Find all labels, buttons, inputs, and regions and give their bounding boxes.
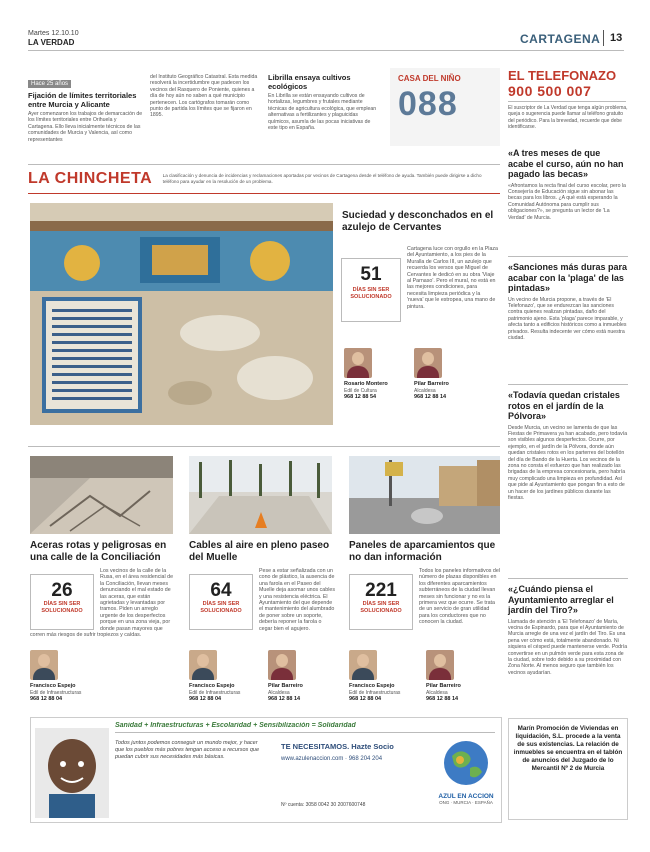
paneles-body-wrap xyxy=(349,568,500,648)
page-number: 13 xyxy=(610,32,623,44)
main-article-body: Cartagena luce con orgullo en la Plaza del Ayuntamiento, a los pies de la Muralla de Carlos III, un azulejo que recuerda los versos que Miguel de Cervantes le dedicó en su obra 'Viaje al Parnaso'. Pero el mural, no está en las mejores condiciones, para necesita limpieza periódica y la 'nueva' que le estropea, una mano de pintura. xyxy=(407,246,498,310)
ad-logo-text: AZUL EN ACCION xyxy=(438,793,494,800)
paneles-days: 221 xyxy=(365,580,397,601)
main-article-days-caption: DÍAS SIN SER SOLUCIONADO xyxy=(350,287,392,300)
ad-cta[interactable]: TE NECESITAMOS. Hazte Socio xyxy=(281,742,394,751)
ad-logo xyxy=(435,738,497,805)
section-title: CARTAGENA xyxy=(520,32,601,46)
azulejo-photo-art xyxy=(30,203,333,425)
person-name: Pilar Barreiro xyxy=(414,381,449,387)
ad-web[interactable]: www.azulenaccion.com · 968 204 204 xyxy=(281,756,383,762)
person-name: Francisco Espejo xyxy=(30,683,76,689)
person-role: Edil de Infraestructuras xyxy=(189,689,241,696)
muelle-headline: Cables al aire en pleno paseo del Muelle xyxy=(189,540,330,563)
ad-logo-sub: ONG · MURCIA · ESPAÑA xyxy=(439,800,493,805)
paneles-body: Todos los paneles informativos del número de plazas disponibles en los diferentes aparcamientos subterráneos de la ciudad llevan meses sin funcionar y no es la primera vez que ocurre. Se trata de un servicio de gran utilidad para los conductores que no conocen la ciudad. xyxy=(419,568,500,626)
person-photo xyxy=(30,650,58,680)
articles-rule xyxy=(28,446,500,447)
main-person-1 xyxy=(344,348,388,400)
chincheta-subtitle: La clasificación y denuncia de incidencias y reclamaciones aportadas por vecinos de Cartagena desde el teléfono de ayuda. También puede dirigirse a dicho teléfono para ayudar en la resolución de un problema. xyxy=(162,173,482,184)
muelle-person-2 xyxy=(268,650,303,702)
sidebar-letter-2 xyxy=(508,262,628,357)
aceras-body-wrap xyxy=(30,568,176,648)
sidebar-rule xyxy=(508,256,628,257)
person-photo xyxy=(268,650,296,680)
telefonazo-rule xyxy=(508,101,626,102)
float-spacer xyxy=(189,568,259,630)
person-name: Francisco Espejo xyxy=(189,683,235,689)
ad-text: Todos juntos podemos conseguir un mundo mejor, y hacer que los pueblos más pobres tengan acceso a recursos que puedan cubrir sus necesidades más básicas. xyxy=(115,740,260,760)
top-strip-col-1 xyxy=(28,72,143,163)
person-phone: 968 12 88 04 xyxy=(189,695,222,702)
casa-nino-box xyxy=(390,68,500,146)
person-phone: 968 12 88 04 xyxy=(349,695,382,702)
paneles-days-caption: DÍAS SIN SER SOLUCIONADO xyxy=(360,601,402,614)
history-headline: Fijación de límites territoriales entre Murcia y Alicante xyxy=(28,91,137,109)
float-spacer xyxy=(349,568,419,630)
person-role: Alcaldesa xyxy=(268,689,290,696)
person-name: Rosario Montero xyxy=(344,381,388,387)
sidebar-rule xyxy=(508,578,628,579)
person-name: Francisco Espejo xyxy=(349,683,395,689)
ad-rule xyxy=(115,732,495,733)
paneles-photo-art xyxy=(349,456,500,534)
paneles-person-2 xyxy=(426,650,461,702)
casa-nino-number: 088 xyxy=(398,85,458,123)
person-name: Pilar Barreiro xyxy=(426,683,461,689)
paneles-headline: Paneles de aparcamientos que no dan información xyxy=(349,540,496,563)
letter-body: «Afrontamos la recta final del curso escolar, pero la Consejería de Educación sigue sin abonar las becas para los libros. ¿A qué está esperando la Comunidad Autónoma para cumplir sus obligaciones?», se pregunta un lector de 'La Verdad' de Murcia. xyxy=(508,182,626,221)
main-article-headline: Suciedad y desconchados en el azulejo de Cervantes xyxy=(342,210,494,233)
paneles-person-1 xyxy=(349,650,400,702)
strip-rule xyxy=(28,164,500,165)
history-body-1: Ayer comenzaron los trabajos de demarcación de los límites territoriales entre Orihuela y Cartagena. Ello lleva inicialmente técnicos de las comunidades de Murcia y Valencia, así como representantes xyxy=(28,111,143,143)
history-tag: Hace 25 años xyxy=(28,80,71,88)
person-role: Edil de Infraestructuras xyxy=(30,689,82,696)
main-article-days: 51 xyxy=(360,264,382,285)
letter-body: Desde Murcia, un vecino se lamenta de que las Fiestas de Primavera ya han acabado, pero todavía son visibles algunos desperfectos. Ocurre, por ejemplo, en el jardín de la Pólvora, donde aún quedan cristales rotos en los parterres del botellón del día de Bando de la Huerta. Los vecinos de la zona no consta el esfuerzo que han realizado las brigadas de la empresa concesionaria, pero habría muy complicado una limpieza en profundidad. Así que pide al Ayuntamiento que pongan fin a esto de un hacer de los jardines públicos durante las fiestas. xyxy=(508,424,628,501)
main-person-2 xyxy=(414,348,449,400)
ad-banner: Sanidad + Infraestructuras + Escolaridad + Sensibilización = Solidaridad xyxy=(115,722,356,729)
person-photo xyxy=(189,650,217,680)
chincheta-header xyxy=(28,170,500,188)
person-photo xyxy=(344,348,372,378)
sidebar-letter-3 xyxy=(508,390,628,553)
letter-body: Un vecino de Murcia propone, a través de 'El Telefonazo', que se endurezcan las sanciones contra quienes realizan pintadas, daño del patrimonio ajeno. Esta 'plaga' parece imparable, y afecta tanto a edificios históricos como a inmuebles privados. Resulta indecente ver cómo está nuestra ciudad. xyxy=(508,296,627,341)
librilla-headline: Librilla ensaya cultivos ecológicos xyxy=(268,73,351,91)
person-role: Edil de Infraestructuras xyxy=(349,689,401,696)
person-name: Pilar Barreiro xyxy=(268,683,303,689)
aceras-body: Los vecinos de la calle de la Rusa, en el área residencial de la Conciliación, llevan meses denunciando el mal estado de las aceras, que están agrietadas y levantadas por tramos. Piden un arreglo urgente de los desperfectos porque en una zona vieja, por donde pasan mayores que corren más riesgos de sufrir tropiezos y caídas. xyxy=(30,568,174,639)
person-phone: 968 12 88 04 xyxy=(30,695,63,702)
muelle-body-wrap xyxy=(189,568,335,648)
header-date: Martes 12.10.10 xyxy=(28,30,79,37)
marin-notice xyxy=(508,718,628,820)
muelle-body: Pese a estar señalizada con un cono de plástico, la ausencia de una farola en el Paseo del Muelle deja asomar unos cables y una resistencia eléctrica. El Ayuntamiento del que depende el mantenimiento del alumbrado de poner sobre un soporte, debería reponer la farola o cegar bien el agujero. xyxy=(259,568,335,632)
person-phone: 968 12 88 14 xyxy=(414,393,447,400)
person-photo xyxy=(414,348,442,378)
marin-text: Marín Promoción de Viviendas en liquidación, S.L. procede a la venta de sus existencias. La relación de inmuebles se encuentra en el tablón de anuncios del Juzgado de lo Mercantil Nº 2 de Murcia xyxy=(513,725,623,772)
person-photo xyxy=(349,650,377,680)
muelle-photo xyxy=(189,456,332,534)
librilla-body: En Librilla se están ensayando cultivos de hortalizas, legumbres y frutales mediante técnicas de agricultura ecológica, que emplean alternativas a fertilizantes y plaguicidas químicos, asumía de las pocas iniciativas de este tipo en España. xyxy=(268,93,377,132)
person-phone: 968 12 88 14 xyxy=(268,695,301,702)
globe-icon xyxy=(438,738,494,788)
top-strip-col-3 xyxy=(268,74,380,151)
muelle-photo-art xyxy=(189,456,332,534)
aceras-days-caption: DÍAS SIN SER SOLUCIONADO xyxy=(41,601,83,614)
telefonazo-label: EL TELEFONAZO xyxy=(508,68,617,83)
letter-body: Llamada de atención a 'El Telefonazo' de María, vecina de Espinardo, para que el Ayuntamiento de Murcia arregle de una vez el jardín del Tiro. Es una pena ver cómo está, totalmente abandonado. Ni siquiera el césped puede mantenerse verde. Podría convertirse en un pulmón verde para esta zona de la ciudad, sobre todo debido a su proximidad con Zona Norte. Al menos seguro que también los vecinos ayudarían. xyxy=(508,618,628,676)
header-rule xyxy=(28,50,624,51)
aceras-person-1 xyxy=(30,650,81,702)
muelle-days: 64 xyxy=(210,580,232,601)
person-photo xyxy=(426,650,454,680)
person-role: Edil de Cultura xyxy=(344,387,377,394)
person-phone: 968 12 88 54 xyxy=(344,393,377,400)
aceras-days: 26 xyxy=(51,580,73,601)
child-photo xyxy=(35,728,109,818)
main-article-body-wrap xyxy=(341,246,498,338)
azulejo-photo xyxy=(30,203,333,425)
aceras-photo-art xyxy=(30,456,173,534)
telefonazo-intro: El suscriptor de La Verdad que tenga algún problema, queja o sugerencia puede llamar al teléfono gratuito del periódico. Para la brevedad, recuerde que debe identificarse. xyxy=(508,105,628,131)
header-publication: LA VERDAD xyxy=(28,38,75,47)
person-role: Alcaldesa xyxy=(414,387,436,394)
telefonazo-box xyxy=(508,68,628,145)
sidebar-letter-1 xyxy=(508,148,628,235)
float-spacer xyxy=(30,568,100,630)
letter-headline: «Sanciones más duras para acabar con la 'plaga' de las pintadas» xyxy=(508,262,628,293)
sidebar-rule xyxy=(508,384,628,385)
paneles-photo xyxy=(349,456,500,534)
chincheta-rule xyxy=(28,193,500,194)
history-body-2: del Instituto Geográfico Catastral. Esta medida resolverá la incertidumbre que padecen los vecinos del Rasquero de Poniente, quienes a día de hoy aún no saben a qué municipio pertenecen. Los cartógrafos tomarán como punto de partida los límites que se fijaron en 1895. xyxy=(150,74,258,119)
muelle-days-caption: DÍAS SIN SER SOLUCIONADO xyxy=(200,601,242,614)
letter-headline: «A tres meses de que acabe el curso, aún no han pagado las becas» xyxy=(508,148,624,179)
person-phone: 968 12 88 14 xyxy=(426,695,459,702)
letter-headline: «Todavía quedan cristales rotos en el jardín de la Pólvora» xyxy=(508,390,620,421)
telefonazo-number: 900 500 007 xyxy=(508,83,592,99)
ngo-ad[interactable] xyxy=(30,717,502,823)
ad-account: Nº cuenta: 3058 0042 30 2007600748 xyxy=(281,802,366,808)
person-role: Alcaldesa xyxy=(426,689,448,696)
sidebar-letter-4 xyxy=(508,584,628,707)
letter-headline: «¿Cuándo piensa el Ayuntamiento arreglar el jardín del Tiro?» xyxy=(508,584,614,615)
chincheta-title: LA CHINCHETA xyxy=(28,170,153,187)
muelle-person-1 xyxy=(189,650,240,702)
casa-nino-label: CASA DEL NIÑO xyxy=(398,74,461,83)
aceras-photo xyxy=(30,456,173,534)
aceras-headline: Aceras rotas y peligrosas en una calle de la Conciliación xyxy=(30,540,167,563)
header-divider xyxy=(603,30,604,46)
